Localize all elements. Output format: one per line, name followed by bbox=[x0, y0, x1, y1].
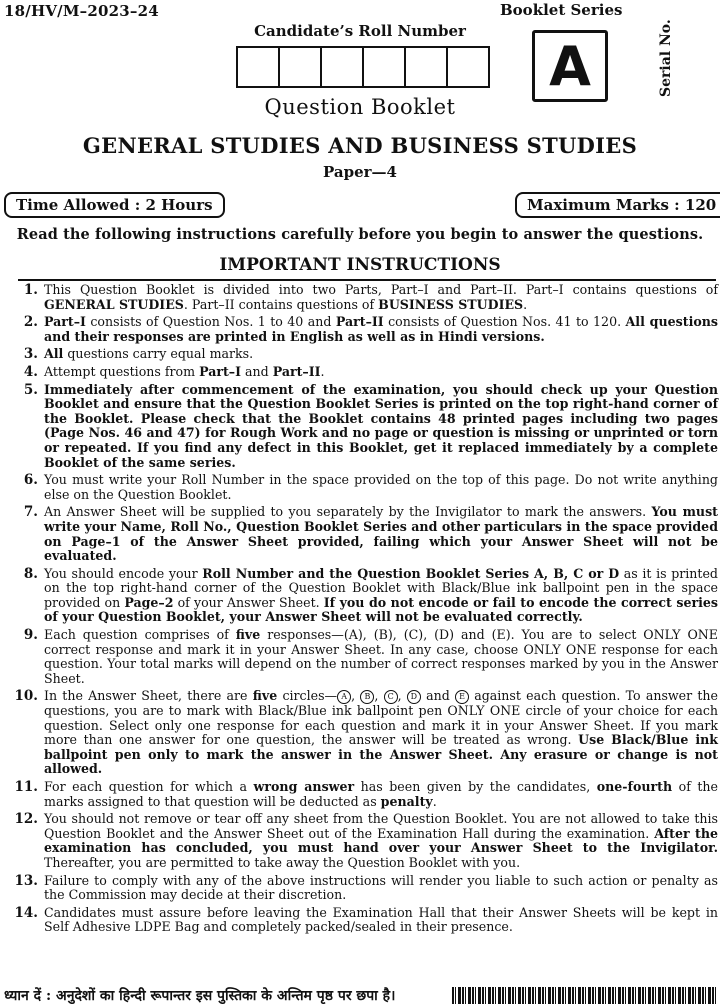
instruction-item bbox=[8, 567, 718, 625]
instruction-text bbox=[44, 689, 718, 777]
instruction-text bbox=[44, 780, 718, 809]
instruction-text-run: and bbox=[241, 363, 273, 379]
instruction-item bbox=[8, 689, 718, 777]
serial-number-label: Serial No. bbox=[658, 19, 674, 97]
instruction-text-run: and bbox=[420, 688, 455, 704]
answer-circle-icon: C bbox=[384, 690, 398, 704]
instruction-text bbox=[44, 347, 718, 362]
instruction-number: 2. bbox=[23, 314, 38, 331]
instruction-text-run: one-fourth bbox=[596, 779, 673, 794]
page-title: GENERAL STUDIES AND BUSINESS STUDIES bbox=[82, 133, 638, 158]
instruction-text-run: consists of Question Nos. 1 to 40 and bbox=[85, 314, 336, 330]
instruction-item bbox=[8, 628, 718, 686]
roll-number-boxes[interactable] bbox=[236, 46, 490, 88]
instruction-number: 12. bbox=[14, 811, 38, 828]
important-instructions-heading: IMPORTANT INSTRUCTIONS bbox=[219, 255, 501, 275]
instruction-text-run: Part–II bbox=[335, 314, 384, 330]
instruction-number: 14. bbox=[14, 904, 38, 921]
barcode bbox=[452, 987, 716, 1004]
instruction-text-run: questions carry equal marks. bbox=[63, 346, 254, 362]
instruction-text-run: against each question. To answer the questions, you are to mark with Black/Blue ink ballpoint pen ONLY ONE circle of your choice for each question. Select only one response for each question and mark it in your Answer Sheet. If you mark more than one answer for one question, the answer will be treated as wrong. bbox=[44, 688, 718, 748]
heading-divider bbox=[18, 279, 716, 281]
instruction-text bbox=[44, 874, 718, 903]
instruction-text bbox=[44, 315, 718, 344]
instruction-number: 6. bbox=[23, 472, 38, 489]
instruction-text-run: has been given by the candidates, bbox=[354, 779, 597, 794]
instruction-item bbox=[8, 473, 718, 502]
instruction-text-run: as it is printed on the top right-hand corner of the Question Booklet with Black/Blue ink ballpoint pen in the space provided on bbox=[44, 565, 718, 610]
paper-number: Paper—4 bbox=[323, 163, 397, 181]
instruction-text-run: . bbox=[432, 793, 437, 809]
instruction-number: 8. bbox=[23, 565, 38, 582]
time-allowed-badge: Time Allowed : 2 Hours bbox=[4, 192, 225, 218]
instruction-text-run: Candidates must assure before leaving the Examination Hall that their Answer Sheets will be kept in Self Adhesive LDPE Bag and completely packed/sealed in their presence. bbox=[44, 904, 718, 935]
instruction-number: 13. bbox=[14, 872, 38, 889]
instruction-text-run: An Answer Sheet will be supplied to you separately by the Invigilator to mark the answers. bbox=[44, 504, 652, 520]
answer-circle-icon: E bbox=[455, 690, 469, 704]
instruction-text-run: For each question for which a bbox=[44, 779, 254, 794]
instruction-text-run: After the examination has concluded, you must hand over your Answer Sheet to the Invigilator. bbox=[44, 825, 719, 856]
instruction-number: 9. bbox=[23, 627, 38, 644]
instruction-text-run: Attempt questions from bbox=[44, 363, 200, 379]
instruction-number: 1. bbox=[23, 282, 38, 298]
instruction-number: 11. bbox=[14, 779, 38, 795]
instruction-text bbox=[44, 505, 718, 563]
instruction-number: 3. bbox=[23, 346, 38, 363]
instruction-text-run: Part–I bbox=[44, 314, 86, 330]
series-letter-box: A bbox=[532, 30, 608, 102]
instruction-text bbox=[44, 906, 718, 935]
instruction-text-run: All questions and their responses are printed in English as well as in Hindi versions. bbox=[44, 314, 718, 344]
instruction-item bbox=[8, 505, 718, 563]
booklet-code: 18/HV/M–2023–24 bbox=[4, 2, 159, 20]
instruction-text-run: five bbox=[252, 688, 278, 704]
instruction-item bbox=[8, 874, 718, 903]
instruction-text bbox=[44, 812, 718, 870]
instruction-text-run: You should encode your bbox=[44, 565, 203, 581]
booklet-series-label: Booklet Series bbox=[500, 1, 623, 19]
instruction-text bbox=[44, 283, 718, 312]
instruction-text-run: of the marks assigned to that question will be deducted as bbox=[44, 779, 718, 809]
instruction-text-run: , bbox=[374, 688, 384, 704]
instruction-item bbox=[8, 812, 718, 870]
instruction-text bbox=[44, 473, 718, 502]
instruction-text-run: Part–I bbox=[199, 363, 241, 379]
roll-number-label: Candidate’s Roll Number bbox=[254, 22, 466, 40]
instruction-text-run: Roll Number and the Question Booklet Series A, B, C or D bbox=[202, 565, 620, 581]
instruction-text bbox=[44, 628, 718, 686]
instruction-text-run: circles— bbox=[277, 688, 338, 704]
roll-number-digit-box[interactable] bbox=[236, 46, 280, 88]
booklet-title: Question Booklet bbox=[264, 95, 456, 119]
instruction-number: 7. bbox=[23, 504, 38, 521]
instruction-text-run: All bbox=[44, 346, 64, 362]
maximum-marks-badge: Maximum Marks : 120 bbox=[515, 192, 720, 218]
hindi-note: ध्यान दें : अनुदेशों का हिन्दी रूपान्तर इस पुस्तिका के अन्तिम पृष्ठ पर छपा है। bbox=[4, 988, 396, 1004]
instruction-text bbox=[44, 567, 718, 625]
instruction-text-run: responses—(A), (B), (C), (D) and (E). You are to select ONLY ONE correct response and mark it in your Answer Sheet. In any case, choose ONLY ONE response for each question. Your total marks will depend on the number of correct responses marked by you in the Answer Sheet. bbox=[44, 627, 718, 686]
instruction-text-run: wrong answer bbox=[253, 779, 355, 794]
instruction-text-run: Page–2 bbox=[124, 594, 174, 610]
instruction-item bbox=[8, 906, 718, 935]
instruction-text-run: You must write your Name, Roll No., Question Booklet Series and other particulars in the space provided on Page–1 of the Answer Sheet provided, failing which your Answer Sheet will not be evaluated. bbox=[44, 504, 718, 564]
instruction-item bbox=[8, 383, 718, 471]
instruction-text-run: . bbox=[320, 363, 325, 379]
instruction-number: 10. bbox=[14, 688, 38, 705]
instruction-text-run: Each question comprises of bbox=[44, 627, 236, 643]
instruction-text-run: You should not remove or tear off any sheet from the Question Booklet. You are not allowed to take this Question Booklet and the Answer Sheet out of the Examination Hall during the examination. bbox=[44, 811, 718, 841]
instruction-item bbox=[8, 347, 718, 362]
instruction-text-run: consists of Question Nos. 41 to 120. bbox=[383, 314, 626, 330]
instruction-text-run: You must write your Roll Number in the space provided on the top of this page. Do not write anything else on the Question Booklet. bbox=[44, 472, 718, 502]
instruction-number: 5. bbox=[23, 381, 38, 398]
instruction-text-run: five bbox=[235, 627, 261, 643]
instruction-text-run: GENERAL STUDIES bbox=[44, 296, 184, 312]
roll-number-digit-box[interactable] bbox=[320, 46, 364, 88]
instruction-item bbox=[8, 780, 718, 809]
roll-number-digit-box[interactable] bbox=[362, 46, 406, 88]
instruction-text-run: . bbox=[523, 296, 528, 312]
instruction-text bbox=[44, 383, 718, 471]
roll-number-digit-box[interactable] bbox=[404, 46, 448, 88]
instruction-text-run: penalty bbox=[380, 793, 433, 809]
instruction-text-run: Thereafter, you are permitted to take away the Question Booklet with you. bbox=[44, 854, 521, 870]
instructions-list bbox=[8, 283, 718, 938]
instruction-text-run: BUSINESS STUDIES bbox=[378, 296, 524, 312]
answer-circle-icon: B bbox=[360, 690, 374, 704]
instruction-number: 4. bbox=[23, 363, 38, 380]
instruction-text-run: If you do not encode or fail to encode the correct series of your Question Booklet, your Answer Sheet will not be evaluated correctly. bbox=[44, 594, 718, 625]
answer-circle-icon: A bbox=[337, 690, 351, 704]
instruction-text-run: , bbox=[351, 688, 361, 704]
instruction-item bbox=[8, 365, 718, 380]
instruction-item bbox=[8, 315, 718, 344]
instruction-text-run: This Question Booklet is divided into two Parts, Part–I and Part–II. Part–I contains questions of bbox=[44, 282, 718, 297]
instruction-text-run: . Part–II contains questions of bbox=[183, 296, 379, 312]
instruction-text bbox=[44, 365, 718, 380]
answer-circle-icon: D bbox=[407, 690, 421, 704]
instruction-text-run: Immediately after commencement of the examination, you should check up your Question Booklet and ensure that the Question Booklet Series is printed on the top right-hand corner of the Booklet. Please check that the Booklet contains 48 printed pages including two pages (Page Nos. 46 and 47) for Rough Work and no page or question is missing or unprinted or torn or repeated. If you find any defect in this Booklet, get it replaced immediately by a complete Booklet of the same series. bbox=[44, 381, 718, 470]
roll-number-digit-box[interactable] bbox=[278, 46, 322, 88]
instruction-text-run: Failure to comply with any of the above instructions will render you liable to such action or penalty as the Commission may decide at their discretion. bbox=[44, 872, 718, 903]
instruction-item bbox=[8, 283, 718, 312]
instruction-text-run: Part–II bbox=[272, 363, 321, 379]
instruction-text-run: of your Answer Sheet. bbox=[173, 594, 324, 610]
instruction-text-run: Use Black/Blue ink ballpoint pen only to mark the answer in the Answer Sheet. Any erasure or change is not allowed. bbox=[44, 732, 718, 777]
roll-number-digit-box[interactable] bbox=[446, 46, 490, 88]
instruction-text-run: In the Answer Sheet, there are bbox=[44, 688, 253, 704]
instruction-text-run: , bbox=[397, 688, 407, 704]
read-instruction: Read the following instructions carefully before you begin to answer the questions. bbox=[16, 226, 704, 243]
